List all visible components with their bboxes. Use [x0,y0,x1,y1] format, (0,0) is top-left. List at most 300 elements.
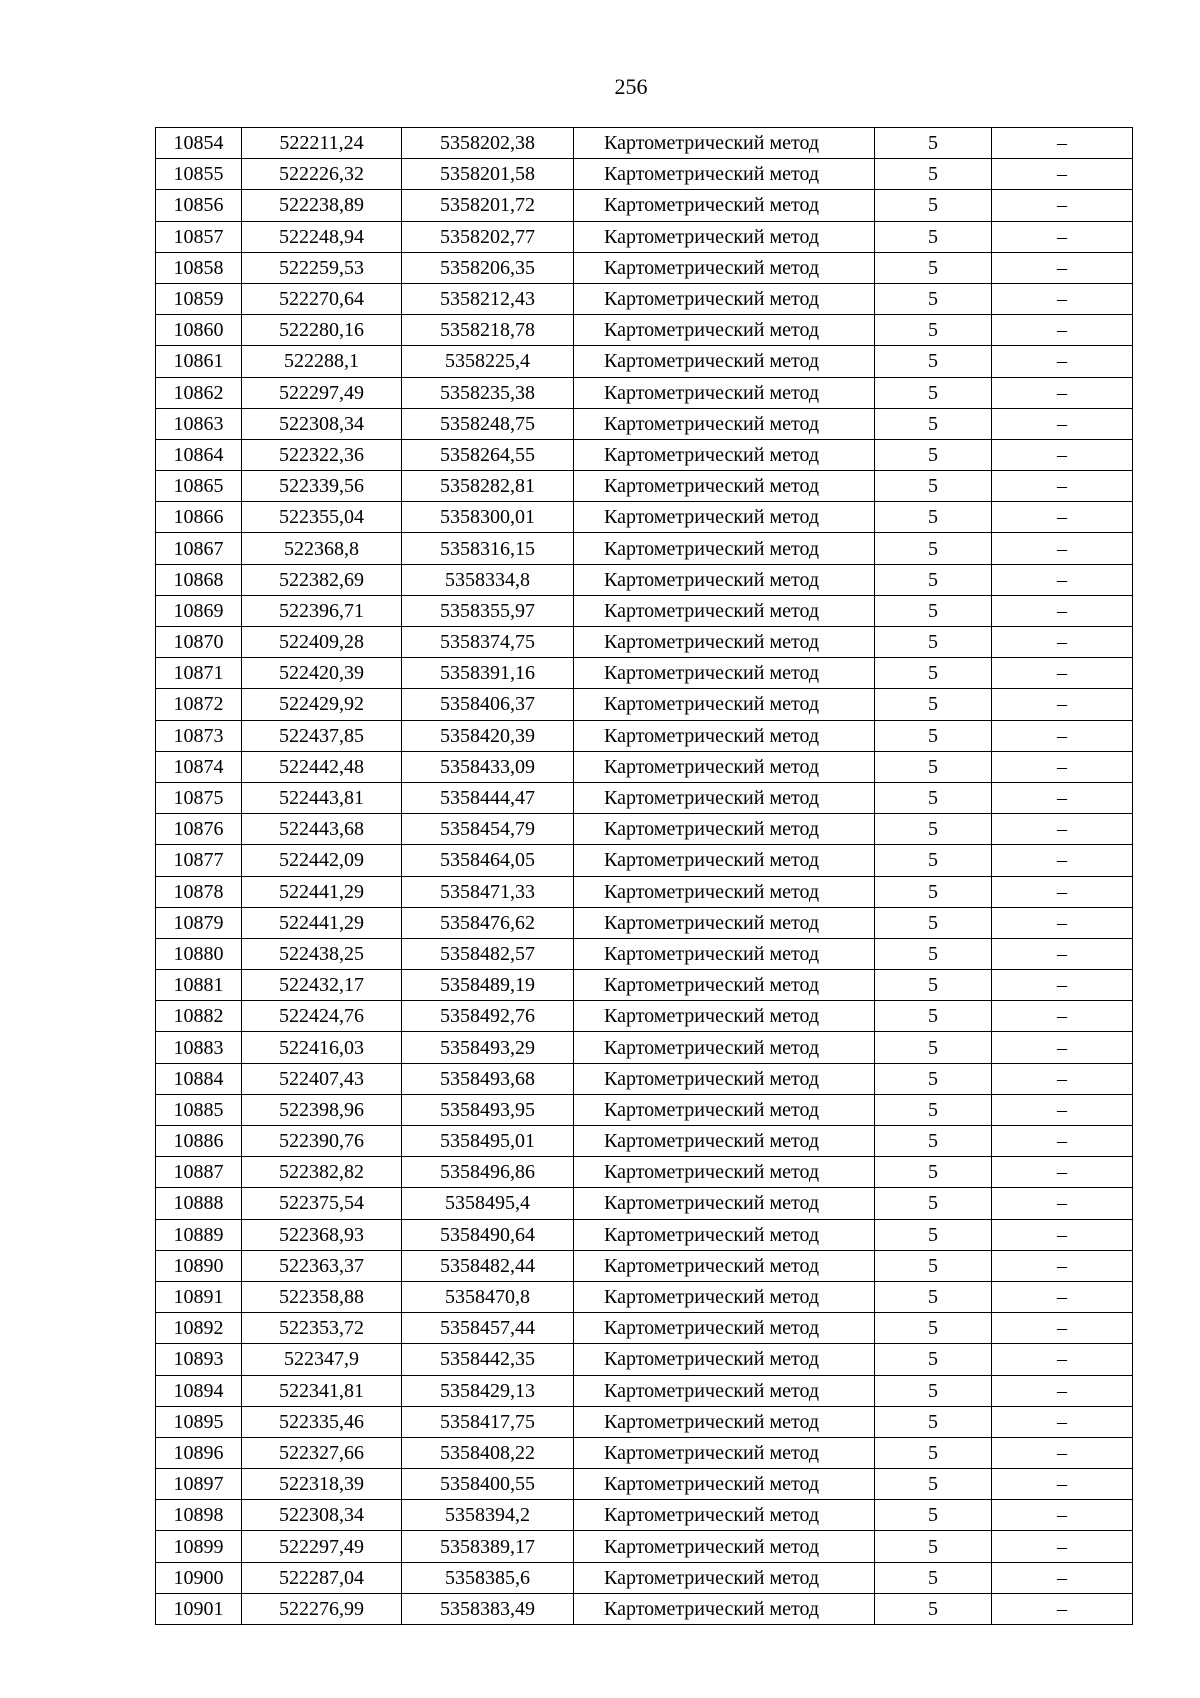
method-cell: Картометрический метод [574,439,875,470]
x-coordinate-cell: 522438,25 [242,938,402,969]
table-row [156,1157,1133,1188]
coordinates-table-body [156,128,1133,1625]
method-cell: Картометрический метод [574,1001,875,1032]
y-coordinate-cell: 5358400,55 [402,1469,574,1500]
point-number-cell: 10895 [156,1406,242,1437]
point-number-cell: 10881 [156,970,242,1001]
method-cell: Картометрический метод [574,1094,875,1125]
x-coordinate-cell: 522288,1 [242,346,402,377]
table-row [156,533,1133,564]
table-row [156,1593,1133,1624]
x-coordinate-cell: 522390,76 [242,1126,402,1157]
description-cell: – [992,751,1133,782]
description-cell: – [992,1001,1133,1032]
point-number-cell: 10886 [156,1126,242,1157]
x-coordinate-cell: 522327,66 [242,1437,402,1468]
x-coordinate-cell: 522368,93 [242,1219,402,1250]
x-coordinate-cell: 522382,69 [242,564,402,595]
point-number-cell: 10870 [156,627,242,658]
point-number-cell: 10864 [156,439,242,470]
y-coordinate-cell: 5358490,64 [402,1219,574,1250]
x-coordinate-cell: 522443,68 [242,814,402,845]
point-number-cell: 10862 [156,377,242,408]
point-number-cell: 10897 [156,1469,242,1500]
method-cell: Картометрический метод [574,1250,875,1281]
table-row [156,502,1133,533]
x-coordinate-cell: 522441,29 [242,907,402,938]
point-number-cell: 10894 [156,1375,242,1406]
y-coordinate-cell: 5358493,29 [402,1032,574,1063]
method-cell: Картометрический метод [574,782,875,813]
method-cell: Картометрический метод [574,190,875,221]
y-coordinate-cell: 5358495,4 [402,1188,574,1219]
point-number-cell: 10866 [156,502,242,533]
table-row [156,689,1133,720]
table-row [156,471,1133,502]
point-number-cell: 10900 [156,1562,242,1593]
y-coordinate-cell: 5358374,75 [402,627,574,658]
y-coordinate-cell: 5358429,13 [402,1375,574,1406]
accuracy-cell: 5 [875,502,992,533]
accuracy-cell: 5 [875,1126,992,1157]
point-number-cell: 10871 [156,658,242,689]
description-cell: – [992,1313,1133,1344]
method-cell: Картометрический метод [574,751,875,782]
accuracy-cell: 5 [875,1406,992,1437]
table-row [156,190,1133,221]
accuracy-cell: 5 [875,471,992,502]
point-number-cell: 10893 [156,1344,242,1375]
point-number-cell: 10884 [156,1063,242,1094]
y-coordinate-cell: 5358406,37 [402,689,574,720]
x-coordinate-cell: 522280,16 [242,315,402,346]
description-cell: – [992,283,1133,314]
accuracy-cell: 5 [875,627,992,658]
description-cell: – [992,221,1133,252]
x-coordinate-cell: 522432,17 [242,970,402,1001]
description-cell: – [992,1094,1133,1125]
y-coordinate-cell: 5358457,44 [402,1313,574,1344]
table-row [156,1281,1133,1312]
table-row [156,1500,1133,1531]
x-coordinate-cell: 522409,28 [242,627,402,658]
y-coordinate-cell: 5358334,8 [402,564,574,595]
accuracy-cell: 5 [875,1094,992,1125]
y-coordinate-cell: 5358389,17 [402,1531,574,1562]
description-cell: – [992,938,1133,969]
accuracy-cell: 5 [875,1593,992,1624]
accuracy-cell: 5 [875,907,992,938]
y-coordinate-cell: 5358471,33 [402,876,574,907]
accuracy-cell: 5 [875,1157,992,1188]
table-row [156,1375,1133,1406]
description-cell: – [992,845,1133,876]
x-coordinate-cell: 522441,29 [242,876,402,907]
point-number-cell: 10875 [156,782,242,813]
accuracy-cell: 5 [875,439,992,470]
point-number-cell: 10878 [156,876,242,907]
description-cell: – [992,252,1133,283]
x-coordinate-cell: 522297,49 [242,1531,402,1562]
method-cell: Картометрический метод [574,1032,875,1063]
description-cell: – [992,720,1133,751]
method-cell: Картометрический метод [574,1219,875,1250]
y-coordinate-cell: 5358493,68 [402,1063,574,1094]
point-number-cell: 10888 [156,1188,242,1219]
point-number-cell: 10889 [156,1219,242,1250]
point-number-cell: 10865 [156,471,242,502]
y-coordinate-cell: 5358482,57 [402,938,574,969]
accuracy-cell: 5 [875,533,992,564]
table-row [156,564,1133,595]
table-row [156,845,1133,876]
accuracy-cell: 5 [875,1281,992,1312]
method-cell: Картометрический метод [574,1063,875,1094]
accuracy-cell: 5 [875,128,992,159]
table-row [156,595,1133,626]
method-cell: Картометрический метод [574,907,875,938]
method-cell: Картометрический метод [574,1375,875,1406]
point-number-cell: 10880 [156,938,242,969]
table-row [156,221,1133,252]
y-coordinate-cell: 5358212,43 [402,283,574,314]
description-cell: – [992,595,1133,626]
method-cell: Картометрический метод [574,689,875,720]
table-row [156,1406,1133,1437]
description-cell: – [992,1250,1133,1281]
accuracy-cell: 5 [875,658,992,689]
method-cell: Картометрический метод [574,1281,875,1312]
accuracy-cell: 5 [875,252,992,283]
method-cell: Картометрический метод [574,720,875,751]
description-cell: – [992,1281,1133,1312]
description-cell: – [992,1562,1133,1593]
x-coordinate-cell: 522276,99 [242,1593,402,1624]
accuracy-cell: 5 [875,1437,992,1468]
x-coordinate-cell: 522211,24 [242,128,402,159]
table-row [156,408,1133,439]
point-number-cell: 10854 [156,128,242,159]
y-coordinate-cell: 5358433,09 [402,751,574,782]
accuracy-cell: 5 [875,1063,992,1094]
x-coordinate-cell: 522398,96 [242,1094,402,1125]
accuracy-cell: 5 [875,1531,992,1562]
table-row [156,1094,1133,1125]
x-coordinate-cell: 522226,32 [242,159,402,190]
accuracy-cell: 5 [875,315,992,346]
x-coordinate-cell: 522238,89 [242,190,402,221]
table-row [156,1063,1133,1094]
table-row [156,439,1133,470]
y-coordinate-cell: 5358201,58 [402,159,574,190]
description-cell: – [992,315,1133,346]
description-cell: – [992,408,1133,439]
y-coordinate-cell: 5358444,47 [402,782,574,813]
method-cell: Картометрический метод [574,315,875,346]
method-cell: Картометрический метод [574,408,875,439]
description-cell: – [992,1157,1133,1188]
accuracy-cell: 5 [875,1313,992,1344]
x-coordinate-cell: 522443,81 [242,782,402,813]
y-coordinate-cell: 5358385,6 [402,1562,574,1593]
point-number-cell: 10861 [156,346,242,377]
table-row [156,970,1133,1001]
point-number-cell: 10857 [156,221,242,252]
description-cell: – [992,970,1133,1001]
method-cell: Картометрический метод [574,938,875,969]
table-row [156,1032,1133,1063]
x-coordinate-cell: 522429,92 [242,689,402,720]
description-cell: – [992,1219,1133,1250]
y-coordinate-cell: 5358202,77 [402,221,574,252]
accuracy-cell: 5 [875,190,992,221]
y-coordinate-cell: 5358476,62 [402,907,574,938]
description-cell: – [992,1531,1133,1562]
description-cell: – [992,658,1133,689]
point-number-cell: 10863 [156,408,242,439]
accuracy-cell: 5 [875,564,992,595]
method-cell: Картометрический метод [574,658,875,689]
accuracy-cell: 5 [875,689,992,720]
x-coordinate-cell: 522407,43 [242,1063,402,1094]
accuracy-cell: 5 [875,1032,992,1063]
accuracy-cell: 5 [875,938,992,969]
y-coordinate-cell: 5358355,97 [402,595,574,626]
accuracy-cell: 5 [875,221,992,252]
method-cell: Картометрический метод [574,159,875,190]
accuracy-cell: 5 [875,1562,992,1593]
coordinates-table [155,127,1133,1625]
x-coordinate-cell: 522287,04 [242,1562,402,1593]
method-cell: Картометрический метод [574,970,875,1001]
y-coordinate-cell: 5358489,19 [402,970,574,1001]
x-coordinate-cell: 522424,76 [242,1001,402,1032]
y-coordinate-cell: 5358495,01 [402,1126,574,1157]
description-cell: – [992,439,1133,470]
x-coordinate-cell: 522382,82 [242,1157,402,1188]
x-coordinate-cell: 522420,39 [242,658,402,689]
x-coordinate-cell: 522368,8 [242,533,402,564]
table-row [156,159,1133,190]
method-cell: Картометрический метод [574,346,875,377]
x-coordinate-cell: 522297,49 [242,377,402,408]
table-row [156,938,1133,969]
table-row [156,720,1133,751]
y-coordinate-cell: 5358496,86 [402,1157,574,1188]
page-number: 256 [614,74,648,99]
description-cell: – [992,564,1133,595]
description-cell: – [992,1500,1133,1531]
method-cell: Картометрический метод [574,627,875,658]
accuracy-cell: 5 [875,814,992,845]
method-cell: Картометрический метод [574,814,875,845]
method-cell: Картометрический метод [574,533,875,564]
table-row [156,252,1133,283]
description-cell: – [992,1406,1133,1437]
y-coordinate-cell: 5358235,38 [402,377,574,408]
point-number-cell: 10872 [156,689,242,720]
x-coordinate-cell: 522442,09 [242,845,402,876]
point-number-cell: 10876 [156,814,242,845]
method-cell: Картометрический метод [574,1469,875,1500]
y-coordinate-cell: 5358492,76 [402,1001,574,1032]
point-number-cell: 10896 [156,1437,242,1468]
table-row [156,1250,1133,1281]
table-row [156,1437,1133,1468]
y-coordinate-cell: 5358394,2 [402,1500,574,1531]
method-cell: Картометрический метод [574,1562,875,1593]
description-cell: – [992,1344,1133,1375]
point-number-cell: 10883 [156,1032,242,1063]
point-number-cell: 10899 [156,1531,242,1562]
x-coordinate-cell: 522442,48 [242,751,402,782]
accuracy-cell: 5 [875,845,992,876]
accuracy-cell: 5 [875,1250,992,1281]
x-coordinate-cell: 522318,39 [242,1469,402,1500]
table-row [156,876,1133,907]
method-cell: Картометрический метод [574,283,875,314]
description-cell: – [992,782,1133,813]
table-row [156,283,1133,314]
point-number-cell: 10891 [156,1281,242,1312]
table-row [156,346,1133,377]
x-coordinate-cell: 522308,34 [242,1500,402,1531]
method-cell: Картометрический метод [574,1406,875,1437]
accuracy-cell: 5 [875,595,992,626]
accuracy-cell: 5 [875,377,992,408]
description-cell: – [992,471,1133,502]
method-cell: Картометрический метод [574,564,875,595]
method-cell: Картометрический метод [574,502,875,533]
point-number-cell: 10901 [156,1593,242,1624]
point-number-cell: 10868 [156,564,242,595]
y-coordinate-cell: 5358442,35 [402,1344,574,1375]
x-coordinate-cell: 522355,04 [242,502,402,533]
method-cell: Картометрический метод [574,1531,875,1562]
method-cell: Картометрический метод [574,1593,875,1624]
description-cell: – [992,907,1133,938]
method-cell: Картометрический метод [574,1188,875,1219]
y-coordinate-cell: 5358417,75 [402,1406,574,1437]
method-cell: Картометрический метод [574,595,875,626]
description-cell: – [992,1188,1133,1219]
table-row [156,907,1133,938]
point-number-cell: 10885 [156,1094,242,1125]
y-coordinate-cell: 5358493,95 [402,1094,574,1125]
table-row [156,1219,1133,1250]
y-coordinate-cell: 5358470,8 [402,1281,574,1312]
y-coordinate-cell: 5358300,01 [402,502,574,533]
table-row [156,315,1133,346]
x-coordinate-cell: 522335,46 [242,1406,402,1437]
x-coordinate-cell: 522248,94 [242,221,402,252]
table-row [156,658,1133,689]
point-number-cell: 10874 [156,751,242,782]
method-cell: Картометрический метод [574,876,875,907]
y-coordinate-cell: 5358408,22 [402,1437,574,1468]
y-coordinate-cell: 5358248,75 [402,408,574,439]
accuracy-cell: 5 [875,408,992,439]
accuracy-cell: 5 [875,1219,992,1250]
accuracy-cell: 5 [875,720,992,751]
table-row [156,1001,1133,1032]
y-coordinate-cell: 5358282,81 [402,471,574,502]
method-cell: Картометрический метод [574,252,875,283]
table-row [156,1313,1133,1344]
description-cell: – [992,1437,1133,1468]
description-cell: – [992,128,1133,159]
x-coordinate-cell: 522437,85 [242,720,402,751]
method-cell: Картометрический метод [574,845,875,876]
accuracy-cell: 5 [875,1001,992,1032]
y-coordinate-cell: 5358201,72 [402,190,574,221]
y-coordinate-cell: 5358218,78 [402,315,574,346]
point-number-cell: 10892 [156,1313,242,1344]
x-coordinate-cell: 522339,56 [242,471,402,502]
accuracy-cell: 5 [875,1469,992,1500]
point-number-cell: 10898 [156,1500,242,1531]
point-number-cell: 10867 [156,533,242,564]
description-cell: – [992,502,1133,533]
point-number-cell: 10860 [156,315,242,346]
description-cell: – [992,1126,1133,1157]
point-number-cell: 10882 [156,1001,242,1032]
description-cell: – [992,627,1133,658]
accuracy-cell: 5 [875,1500,992,1531]
table-row [156,751,1133,782]
y-coordinate-cell: 5358464,05 [402,845,574,876]
table-row [156,128,1133,159]
accuracy-cell: 5 [875,876,992,907]
description-cell: – [992,1375,1133,1406]
description-cell: – [992,159,1133,190]
description-cell: – [992,533,1133,564]
x-coordinate-cell: 522322,36 [242,439,402,470]
point-number-cell: 10873 [156,720,242,751]
y-coordinate-cell: 5358482,44 [402,1250,574,1281]
table-row [156,782,1133,813]
x-coordinate-cell: 522270,64 [242,283,402,314]
method-cell: Картометрический метод [574,1344,875,1375]
point-number-cell: 10856 [156,190,242,221]
description-cell: – [992,190,1133,221]
y-coordinate-cell: 5358316,15 [402,533,574,564]
accuracy-cell: 5 [875,1375,992,1406]
description-cell: – [992,1063,1133,1094]
y-coordinate-cell: 5358391,16 [402,658,574,689]
description-cell: – [992,876,1133,907]
point-number-cell: 10879 [156,907,242,938]
accuracy-cell: 5 [875,346,992,377]
accuracy-cell: 5 [875,1344,992,1375]
x-coordinate-cell: 522341,81 [242,1375,402,1406]
x-coordinate-cell: 522358,88 [242,1281,402,1312]
method-cell: Картометрический метод [574,128,875,159]
table-row [156,814,1133,845]
table-row [156,1562,1133,1593]
method-cell: Картометрический метод [574,1157,875,1188]
method-cell: Картометрический метод [574,221,875,252]
accuracy-cell: 5 [875,1188,992,1219]
table-row [156,1188,1133,1219]
x-coordinate-cell: 522308,34 [242,408,402,439]
x-coordinate-cell: 522396,71 [242,595,402,626]
accuracy-cell: 5 [875,751,992,782]
x-coordinate-cell: 522353,72 [242,1313,402,1344]
y-coordinate-cell: 5358206,35 [402,252,574,283]
y-coordinate-cell: 5358202,38 [402,128,574,159]
y-coordinate-cell: 5358383,49 [402,1593,574,1624]
